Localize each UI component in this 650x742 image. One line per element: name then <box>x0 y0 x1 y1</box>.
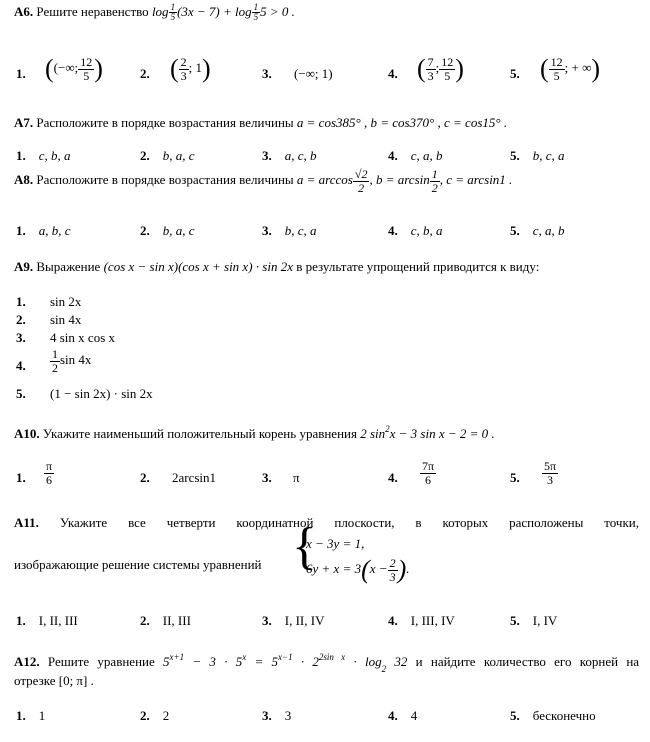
option-a6-1[interactable]: 1. <box>16 66 26 81</box>
formula: 2 $\sin^2x - 3$ sin x − 2 = 0 . <box>360 424 495 441</box>
option-a6-2-value: ( $\frac{2}{3}$ ; 1) <box>170 54 211 84</box>
question-a11-cont: изображающие решение системы уравнений <box>14 557 262 572</box>
question-label: А6. <box>14 3 34 19</box>
option-a9-1-value: sin 2x <box>50 294 82 309</box>
equation-1: x − 3y = 1, <box>306 536 365 551</box>
question-a12-cont: отрезке [0; π] . <box>14 673 94 688</box>
option-a10-1-value: $\frac{\pi}{6}$ <box>46 459 53 487</box>
option-a6-4[interactable]: 4. <box>388 66 398 81</box>
option-a12-4[interactable]: 4. 4 <box>388 708 418 723</box>
system-brace: { <box>292 518 317 575</box>
option-a6-4-value: ( $\frac{7}{3}$ ; $\frac{12}{5}$ ) <box>417 54 464 84</box>
option-a8-1[interactable]: 1. a, b, c <box>16 223 71 238</box>
question-label: А12. <box>14 654 40 669</box>
question-text: Укажите наименьший положительный корень уравнения <box>42 426 357 441</box>
option-a8-4[interactable]: 4. c, b, a <box>388 223 443 238</box>
option-a8-5[interactable]: 5. c, a, b <box>510 223 565 238</box>
option-a7-5[interactable]: 5. b, c, a <box>510 148 565 163</box>
option-a10-1[interactable]: 1. <box>16 470 26 485</box>
option-a6-5-value: ( $\frac{12}{5}$ ; + ∞) <box>540 54 601 84</box>
question-label: А9. <box>14 259 34 274</box>
option-a10-4-value: $\frac{7\pi}{6}$ <box>422 459 435 487</box>
option-a8-3[interactable]: 3. b, c, a <box>262 223 317 238</box>
question-text: Расположите в порядке возрастания величины <box>36 115 294 130</box>
option-a9-2-value: sin 4x <box>50 312 82 327</box>
option-a10-2[interactable]: 2. <box>140 470 150 485</box>
option-a9-3-value: 4 sin x cos x <box>50 330 115 345</box>
option-a6-5[interactable]: 5. <box>510 66 520 81</box>
option-a10-4[interactable]: 4. <box>388 470 398 485</box>
option-a11-2[interactable]: 2. II, III <box>140 613 191 628</box>
formula: a = arccos $\frac{√2}{2}$ , b = arcsin $\frac{1}{2}$ , c = arcsin1 . <box>296 167 513 195</box>
option-a6-3-value: (−∞; 1) <box>294 66 333 81</box>
option-a10-5[interactable]: 5. <box>510 470 520 485</box>
option-a7-3[interactable]: 3. a, c, b <box>262 148 317 163</box>
option-a6-1-value: ((−∞; $\frac{12}{5}$ ) <box>45 54 103 84</box>
formula: log $\frac{1}{5}$ (3x − 7) + log $\frac{1}{5}$ 5 > 0 . <box>151 2 295 23</box>
option-a6-3[interactable]: 3. <box>262 66 272 81</box>
option-a10-2-value: 2arcsin1 <box>172 470 217 485</box>
option-a9-5[interactable]: 5. <box>16 386 26 401</box>
option-a10-5-value: $\frac{5\pi}{3}$ <box>544 459 557 487</box>
question-a7 <box>14 115 507 131</box>
formula: a = cos385° , b = cos370° , c = cos15° . <box>296 115 508 130</box>
question-a10 <box>14 424 495 442</box>
option-a11-4[interactable]: 4. I, III, IV <box>388 613 455 628</box>
question-a8 <box>14 168 512 194</box>
question-text-cont: и найдите количество его корней на <box>415 654 640 669</box>
option-a11-3[interactable]: 3. I, II, IV <box>262 613 325 628</box>
option-a7-1[interactable]: 1. c, b, a <box>16 148 71 163</box>
option-a9-5-value: (1 − sin 2x) · sin 2x <box>50 386 153 401</box>
question-text: Решите уравнение <box>47 654 155 669</box>
question-a9 <box>14 259 539 275</box>
question-text: Расположите в порядке возрастания величины <box>36 172 294 188</box>
option-a9-2[interactable]: 2. <box>16 312 26 327</box>
question-text: Укажите все четверти координатной плоскости, в которых расположены точки, <box>59 515 639 530</box>
question-label: А8. <box>14 172 34 188</box>
option-a9-4[interactable]: 4. <box>16 358 26 373</box>
question-label: А7. <box>14 115 34 130</box>
option-a12-1[interactable]: 1. 1 <box>16 708 46 723</box>
option-a12-2[interactable]: 2. 2 <box>140 708 170 723</box>
option-a9-4-value: $\frac{1}{2}$ sin 4x <box>52 347 92 375</box>
question-text: Выражение <box>36 259 101 274</box>
question-text: Решите неравенство <box>36 3 149 19</box>
option-a6-2[interactable]: 2. <box>140 66 150 81</box>
option-a8-2[interactable]: 2. b, a, c <box>140 223 195 238</box>
question-a12 <box>14 652 639 674</box>
option-a11-5[interactable]: 5. I, IV <box>510 613 558 628</box>
option-a7-4[interactable]: 4. c, a, b <box>388 148 443 163</box>
option-a10-3-value: π <box>293 470 300 485</box>
question-a11 <box>14 515 639 531</box>
option-a7-2[interactable]: 2. b, a, c <box>140 148 195 163</box>
option-a10-3[interactable]: 3. <box>262 470 272 485</box>
formula: $5^{x+1} - 3 \cdot 5^x = 5^{x-1} \cdot 2^{2sin x} \cdot \log_2 32$ <box>163 652 408 674</box>
option-a11-1[interactable]: 1. I, II, III <box>16 613 78 628</box>
option-a12-3[interactable]: 3. 3 <box>262 708 292 723</box>
formula: (cos x − sin x)(cos x + sin x) · sin 2x <box>103 259 293 274</box>
option-a12-5[interactable]: 5. бесконечно <box>510 708 596 723</box>
option-a9-3[interactable]: 3. <box>16 330 26 345</box>
question-label: А11. <box>14 515 39 530</box>
question-text-cont: в результате упрощений приводится к виду: <box>296 259 540 274</box>
question-label: А10. <box>14 426 40 441</box>
equation-2: 6y + x = 3(x − $\frac{2}{3}$ ). <box>306 555 410 585</box>
option-a9-1[interactable]: 1. <box>16 294 26 309</box>
question-a6 <box>14 3 295 23</box>
